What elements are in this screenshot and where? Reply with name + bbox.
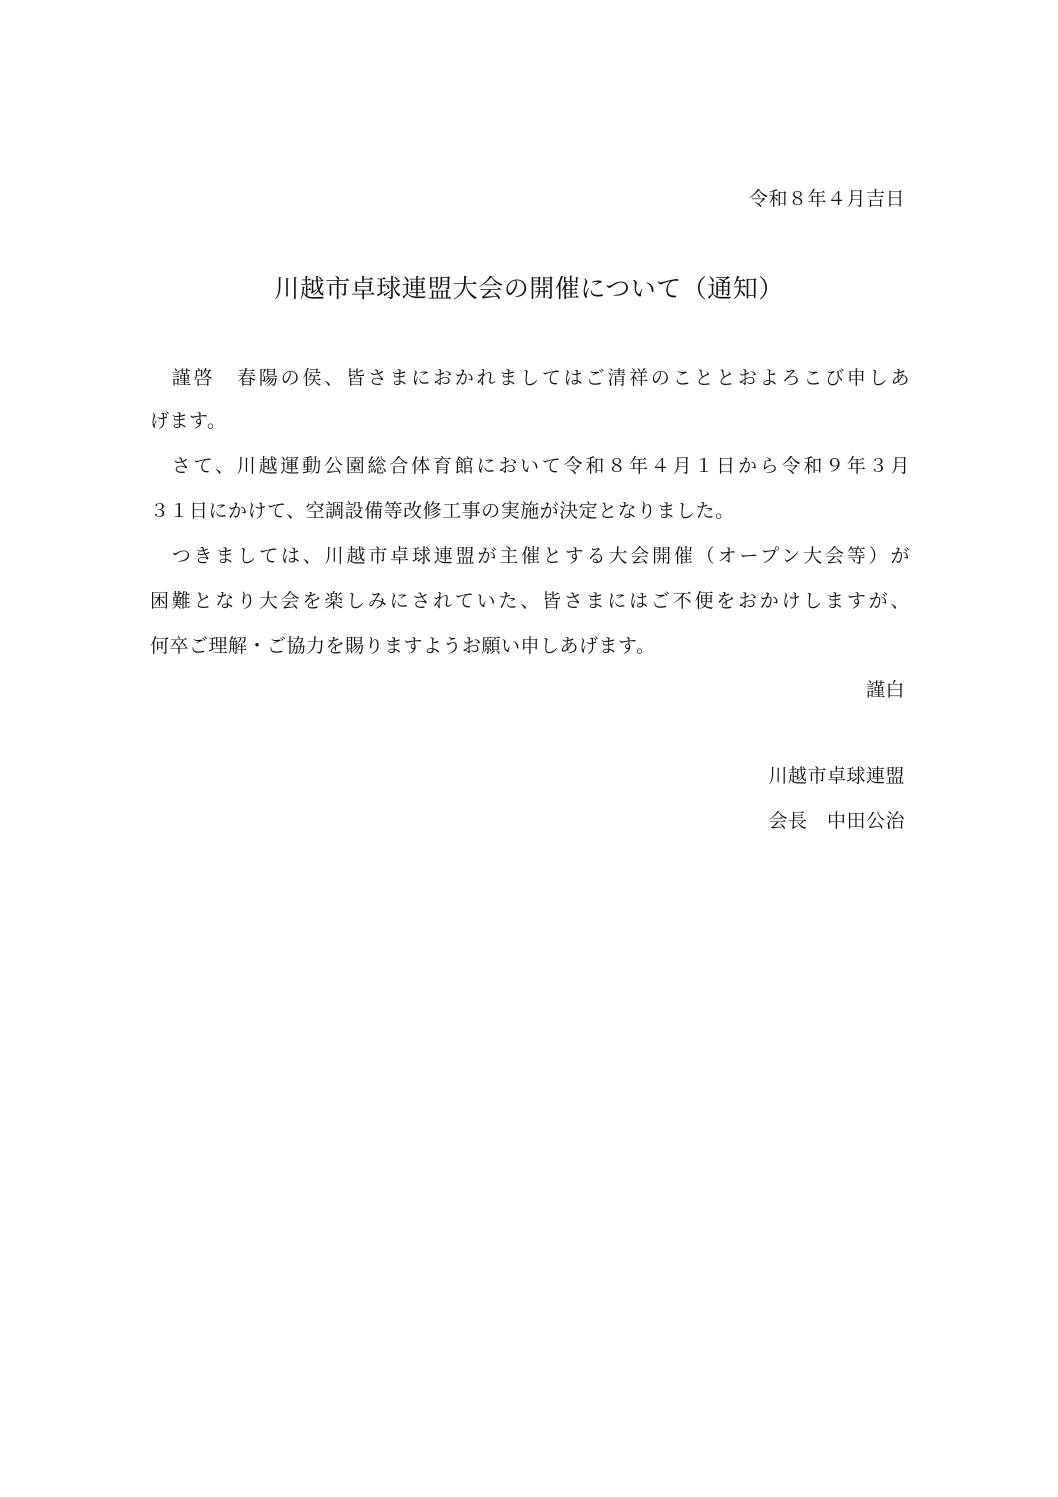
body-line: 困難となり大会を楽しみにされていた、皆さまにはご不便をおかけしますが、: [150, 590, 910, 612]
signature-organization: 川越市卓球連盟: [768, 765, 905, 787]
body-line: 何卒ご理解・ご協力を賜りますようお願い申しあげます。: [150, 635, 656, 657]
body-line: ３１日にかけて、空調設備等改修工事の実施が決定となりました。: [150, 500, 735, 522]
document-title: 川越市卓球連盟大会の開催について（通知）: [274, 274, 784, 303]
document-date: 令和８年４月吉日: [748, 188, 905, 210]
body-line: つきましては、川越市卓球連盟が主催とする大会開催（オープン大会等）が: [150, 545, 910, 567]
body-line: さて、川越運動公園総合体育館において令和８年４月１日から令和９年３月: [150, 455, 910, 477]
body-line: 謹啓 春陽の侯、皆さまにおかれましてはご清祥のこととおよろこび申しあ: [150, 367, 910, 389]
closing-word: 謹白: [865, 679, 905, 701]
signature-person: 会長 中田公治: [768, 810, 905, 832]
body-line: げます。: [150, 410, 227, 432]
